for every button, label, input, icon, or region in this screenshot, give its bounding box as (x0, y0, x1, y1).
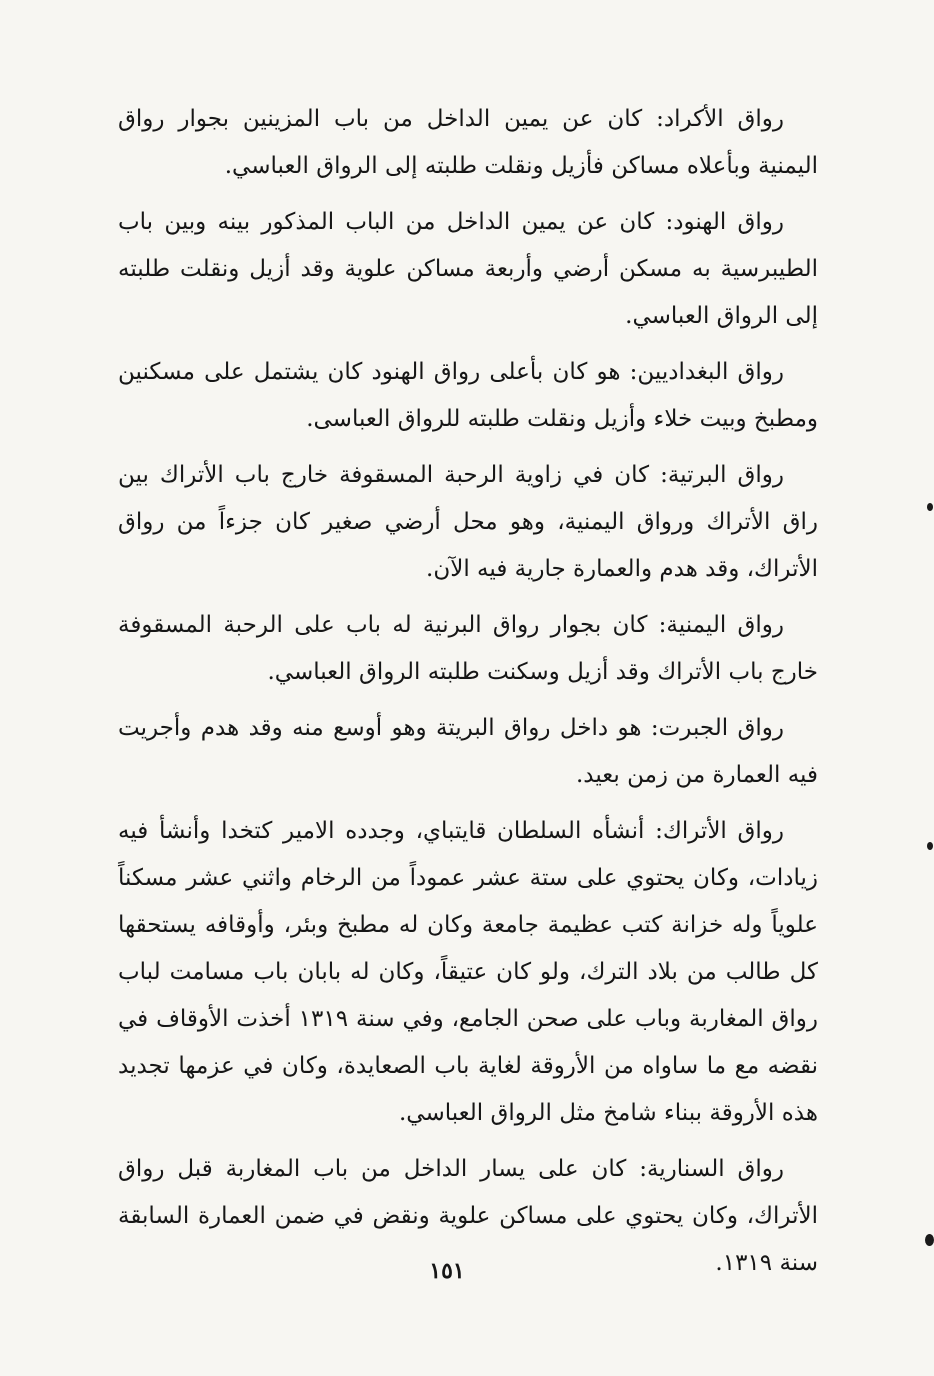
scan-edge-mark (927, 503, 933, 511)
page-number: ١٥١ (429, 1258, 465, 1284)
body-text (118, 96, 818, 1296)
paragraph-riwaq-al-jabart: رواق الجبرت: هو داخل رواق البريتة وهو أوسع منه وقد هدم وأجريت فيه العمارة من زمن بعيد. (118, 715, 818, 788)
paragraph-riwaq-al-sinnariya: رواق السنارية: كان على يسار الداخل من باب المغاربة قبل رواق الأتراك، وكان يحتوي على مساكن علوية ونقض في ضمن العمارة السابقة سنة ١٣١٩. (118, 1156, 818, 1276)
paragraph-riwaq-al-bartiya: رواق البرتية: كان في زاوية الرحبة المسقوفة خارج باب الأتراك بين راق الأتراك ورواق اليمنية، وهو محل أرضي صغير كان جزءاً من رواق الأتراك، وقد هدم والعمارة جارية فيه الآن. (118, 462, 818, 582)
paragraph-riwaq-al-hunud: رواق الهنود: كان عن يمين الداخل من الباب المذكور بينه وبين باب الطيبرسية به مسكن أرضي وأربعة مساكن علوية وقد أزيل ونقلت طلبته إلى الرواق العباسي. (118, 209, 818, 329)
paragraph-riwaq-al-atrak: رواق الأتراك: أنشأه السلطان قايتباي، وجدده الامير كتخدا وأنشأ فيه زيادات، وكان يحتوي على ستة عشر عموداً من الرخام واثني عشر مسكناً علوياً وله خزانة كتب عظيمة جامعة وكان له مطبخ وبئر، وأوقافه يستحقها كل طالب من بلاد الترك، ولو كان عتيقاً، وكان له بابان باب مسامت لباب رواق المغاربة وباب على صحن الجامع، وفي سنة ١٣١٩ أخذت الأوقاف في نقضه مع ما ساواه من الأروقة لغاية باب الصعايدة، وكان في عزمها تجديد هذه الأروقة ببناء شامخ مثل الرواق العباسي. (118, 818, 818, 1126)
scan-edge-mark (925, 1234, 934, 1246)
paragraph-riwaq-al-yamaniya: رواق اليمنية: كان بجوار رواق البرنية له باب على الرحبة المسقوفة خارج باب الأتراك وقد أزيل وسكنت طلبته الرواق العباسي. (118, 612, 818, 685)
paragraph-riwaq-al-akrad: رواق الأكراد: كان عن يمين الداخل من باب المزينين بجوار رواق اليمنية وبأعلاه مساكن فأزيل ونقلت طلبته إلى الرواق العباسي. (118, 106, 818, 179)
scan-edge-mark (927, 842, 933, 850)
paragraph-riwaq-al-baghdadiyin: رواق البغداديين: هو كان بأعلى رواق الهنود كان يشتمل على مسكنين ومطبخ وبيت خلاء وأزيل ونقلت طلبته للرواق العباسى. (118, 359, 818, 432)
